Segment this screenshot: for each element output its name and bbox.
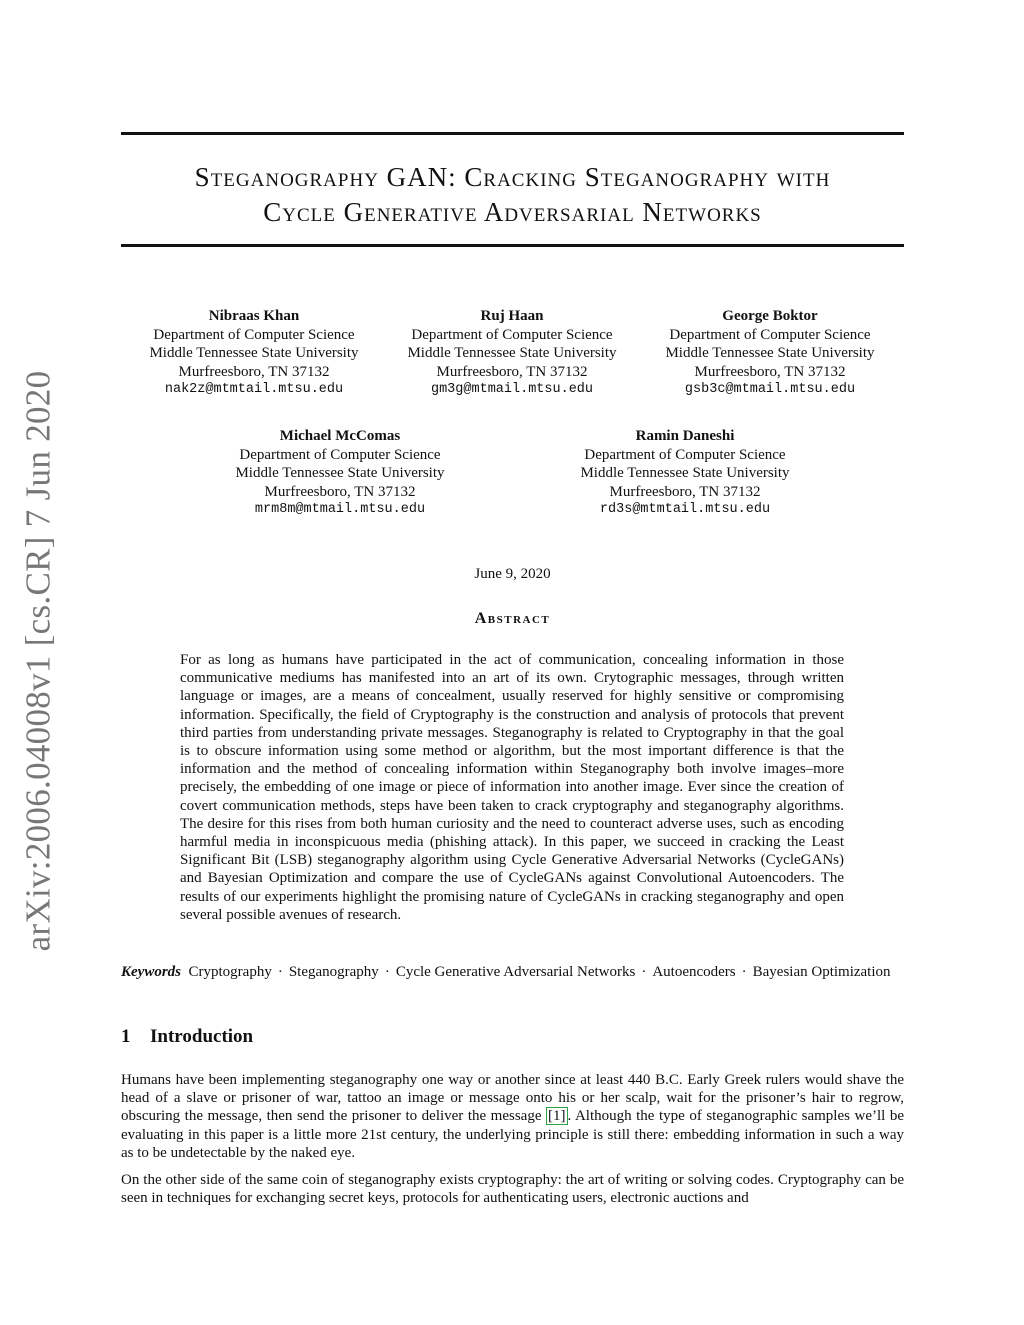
title-rule-bottom <box>121 244 904 247</box>
author-univ: Middle Tennessee State University <box>149 345 359 361</box>
keyword: Cryptography <box>188 964 272 980</box>
author-block <box>124 307 384 400</box>
section-heading <box>121 1026 253 1048</box>
author-name: Michael McComas <box>279 428 401 444</box>
author-email[interactable]: nak2z@mtmtail.mtsu.edu <box>164 382 344 397</box>
author-block <box>382 307 642 400</box>
author-block <box>210 427 470 520</box>
abstract-heading: Abstract <box>474 610 551 627</box>
keyword: Bayesian Optimization <box>752 964 891 980</box>
author-univ: Middle Tennessee State University <box>407 345 617 361</box>
intro-text: Humans have been implementing steganography one way or another since at least 440 B.C. Early Greek rulers would shave the head of a slave or prisoner of war, tattoo an image or message onto his or her scalp, wait for the prisoner’s hair to regrow, obscuring the message, then send the prisoner to deliver the message <box>121 1072 904 1125</box>
arxiv-id: arXiv:2006.04008v1 [cs.CR] 7 Jun 2020 <box>18 370 58 952</box>
keyword-separator: · <box>277 964 283 980</box>
arxiv-stamp <box>14 366 62 956</box>
author-name: Nibraas Khan <box>208 308 300 324</box>
author-block <box>640 307 900 400</box>
author-city: Murfreesboro, TN 37132 <box>264 483 416 500</box>
author-dept: Department of Computer Science <box>584 446 786 463</box>
title-line-2: Cycle Generative Adversarial Networks <box>263 197 762 227</box>
keyword-separator: · <box>741 964 747 980</box>
author-dept: Department of Computer Science <box>411 326 613 343</box>
author-email[interactable]: mrm8m@mtmail.mtsu.edu <box>254 502 426 517</box>
paper-date: June 9, 2020 <box>474 566 551 582</box>
author-univ: Middle Tennessee State University <box>235 465 445 481</box>
author-name: Ramin Daneshi <box>635 428 735 444</box>
paper-title <box>121 160 904 230</box>
intro-paragraph-2: On the other side of the same coin of steganography exists cryptography: the art of writing or solving codes. Cryptography can be seen in techniques for exchanging secret keys, protocols for authenticating users, electronic auctions and <box>121 1172 904 1207</box>
author-dept: Department of Computer Science <box>153 326 355 343</box>
keywords <box>121 963 904 981</box>
citation-link[interactable]: [1] <box>548 1108 566 1125</box>
keyword-separator: · <box>641 964 647 980</box>
author-email[interactable]: gsb3c@mtmail.mtsu.edu <box>684 382 856 397</box>
keyword: Cycle Generative Adversarial Networks <box>395 964 636 980</box>
keyword: Autoencoders <box>652 964 736 980</box>
section-title: Introduction <box>150 1026 254 1047</box>
author-email[interactable]: gm3g@mtmail.mtsu.edu <box>430 382 594 397</box>
author-dept: Department of Computer Science <box>239 446 441 463</box>
author-univ: Middle Tennessee State University <box>580 465 790 481</box>
author-block <box>555 427 815 520</box>
author-city: Murfreesboro, TN 37132 <box>436 363 588 380</box>
title-rule-top <box>121 132 904 135</box>
author-city: Murfreesboro, TN 37132 <box>178 363 330 380</box>
keywords-label: Keywords <box>121 964 181 980</box>
section-number: 1 <box>121 1026 131 1047</box>
intro-paragraph-1 <box>121 1071 904 1162</box>
author-email[interactable]: rd3s@mtmtail.mtsu.edu <box>599 502 771 517</box>
title-line-1: Steganography GAN: Cracking Steganography with <box>194 162 831 192</box>
intro-text: . Although the type of steganographic samples we’ll be evaluating in this paper is a little more 21st century, the underlying principle is still there: embedding information in such a way as to be undetectable by the naked eye. <box>121 1108 904 1161</box>
author-name: Ruj Haan <box>480 308 544 324</box>
author-univ: Middle Tennessee State University <box>665 345 875 361</box>
author-city: Murfreesboro, TN 37132 <box>609 483 761 500</box>
keyword: Steganography <box>288 964 379 980</box>
keyword-separator: · <box>384 964 390 980</box>
author-city: Murfreesboro, TN 37132 <box>694 363 846 380</box>
author-dept: Department of Computer Science <box>669 326 871 343</box>
abstract-text: For as long as humans have participated in the act of communication, concealing information in those communicative mediums has manifested into an art of its own. Crytographic messages, through written language or images, are a means of concealment, usually reserved for highly sensitive or compromising information. Specifically, the field of Cryptography is the construction and analysis of protocols that prevent third parties from understanding private messages. Steganography is related to Cryptography in that the goal is to obscure information using some method or algorithm, but the most important difference is that the information and the method of concealing information within Steganography both involve images–more precisely, the embedding of one image or piece of information into another image. Ever since the creation of covert communication methods, steps have been taken to crack cryptography and steganography algorithms. The desire for this rises from both human curiosity and the need to counteract adverse uses, such as encoding harmful media in inconspicuous media (phishing attack). In this paper, we succeed in cracking the Least Significant Bit (LSB) steganography algorithm using Cycle Generative Adversarial Networks (CycleGANs) and Bayesian Optimization and compare the use of CycleGANs against Convolutional Autoencoders. The results of our experiments highlight the promising nature of CycleGANs in cracking steganography and open several possible avenues of research. <box>180 652 844 923</box>
author-name: George Boktor <box>722 308 818 324</box>
